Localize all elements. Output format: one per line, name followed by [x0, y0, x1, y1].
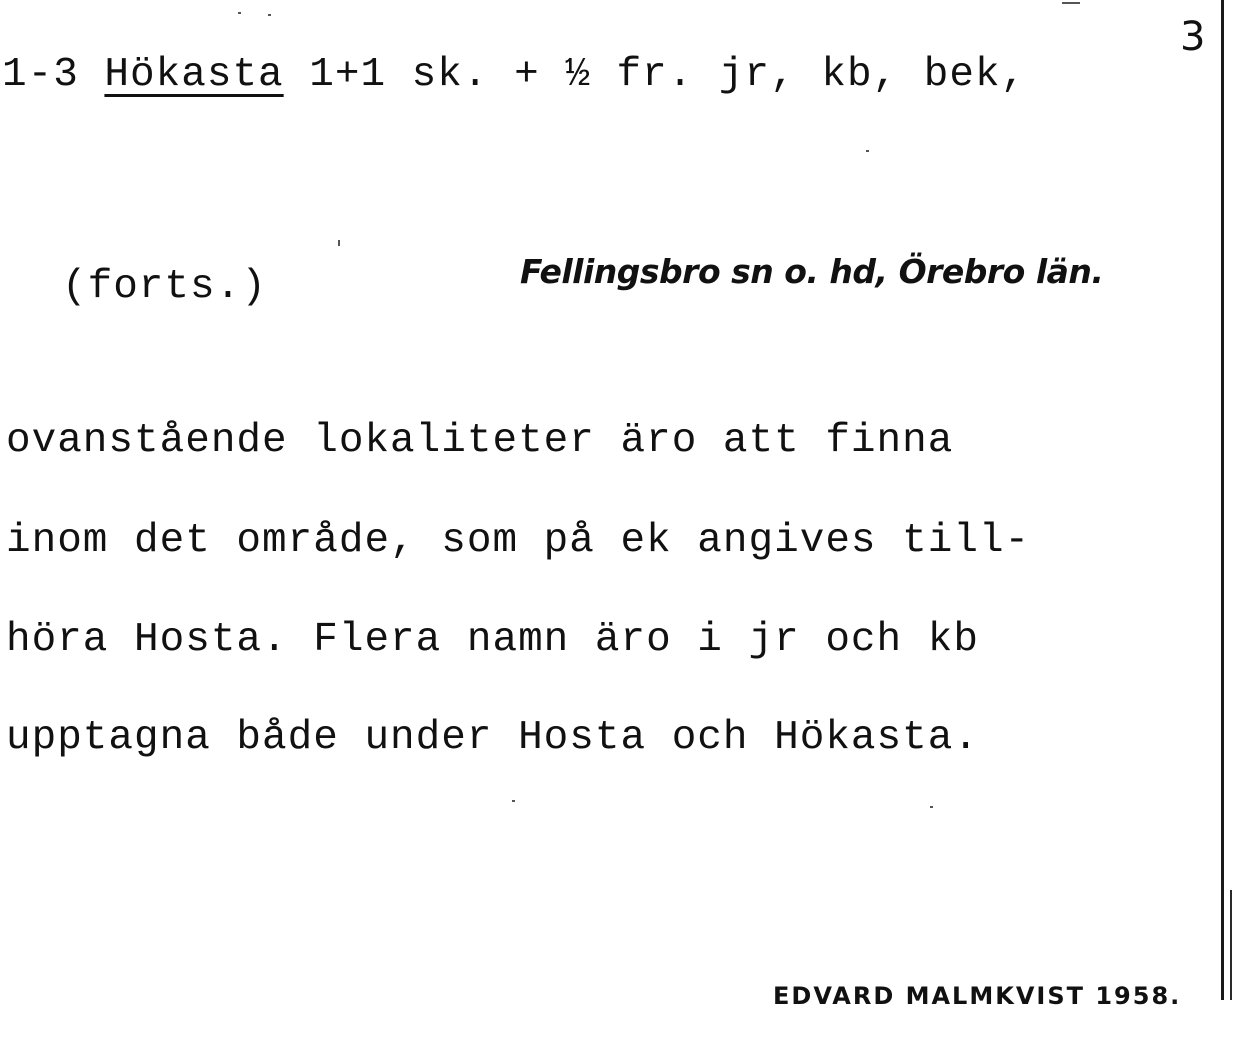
body-line: höra Hosta. Flera namn äro i jr och kb [6, 617, 979, 663]
author-stamp: EDVARD MALMKVIST 1958. [773, 982, 1182, 1010]
scan-speck [268, 14, 271, 16]
entry-range: 1-3 [2, 52, 79, 98]
body-line: upptagna både under Hosta och Hökasta. [6, 715, 979, 761]
scan-speck [1062, 2, 1080, 4]
body-line: ovanstående lokaliteter äro att finna [6, 418, 954, 464]
scan-speck [866, 150, 869, 152]
header-line [2, 52, 1026, 98]
page-number: 3 [1180, 14, 1206, 60]
parish-location: Fellingsbro sn o. hd, Örebro län. [520, 252, 1104, 291]
continued-label: (forts.) [62, 264, 267, 310]
body-line: inom det område, som på ek angives till- [6, 518, 1031, 564]
scan-speck [238, 12, 241, 14]
place-name: Hökasta [104, 52, 284, 98]
scan-speck [930, 806, 933, 808]
scan-speck [512, 800, 515, 802]
scan-speck [338, 240, 340, 246]
header-details: 1+1 sk. + ½ fr. jr, kb, bek, [283, 52, 1027, 98]
card-edge-line-lower [1230, 890, 1232, 1000]
card-edge-line [1221, 0, 1224, 1000]
